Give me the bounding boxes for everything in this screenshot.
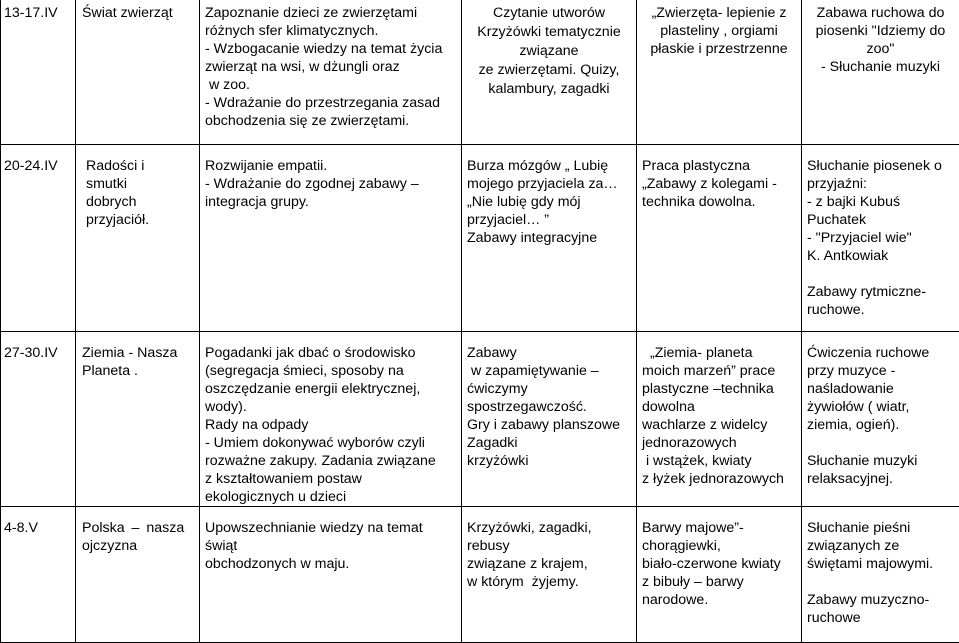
goal-line: - Wdrażanie do zgodnej zabawy – xyxy=(205,175,458,193)
date-cell xyxy=(1,145,76,332)
art-line: „Zabawy z kolegami - xyxy=(642,175,798,193)
music-line: - "Przyjaciel wie" xyxy=(807,229,956,247)
goal-line: obchodzonych w maju. xyxy=(205,555,458,573)
activity-line: Zagadki xyxy=(467,434,633,452)
music-line: żywiołów ( wiatr, xyxy=(807,398,956,416)
music-cell xyxy=(802,332,959,507)
date-cell xyxy=(1,0,76,145)
activity-line: krzyżówki xyxy=(467,452,633,470)
goal-line: - Wdrażanie do przestrzegania zasad xyxy=(205,94,458,112)
activity-line: Gry i zabawy planszowe xyxy=(467,416,633,434)
goal-line: Zapoznanie dzieci ze zwierzętami xyxy=(205,4,458,22)
date-text: 20-24.IV xyxy=(4,157,72,175)
goals-cell xyxy=(200,332,462,507)
art-line: narodowe. xyxy=(642,591,798,609)
activities-cell xyxy=(462,0,637,145)
music-line: związanych ze xyxy=(807,537,956,555)
activity-line: w zapamiętywanie – xyxy=(467,362,633,380)
topic-cell xyxy=(76,332,200,507)
goal-line: z kształtowaniem postaw xyxy=(205,470,458,488)
music-line: zoo" xyxy=(805,40,956,58)
table-row xyxy=(1,507,959,643)
activity-line: w którym żyjemy. xyxy=(467,573,633,591)
date-text: 13-17.IV xyxy=(4,4,72,22)
activity-line: mojego przyjaciela za… xyxy=(467,175,633,193)
goal-line: Rozwijanie empatii. xyxy=(205,157,458,175)
music-line: Ćwiczenia ruchowe xyxy=(807,344,956,362)
goal-line: Rady na odpady xyxy=(205,416,458,434)
art-line: „Zwierzęta- lepienie z xyxy=(640,4,798,22)
date-text: 27-30.IV xyxy=(4,344,72,362)
activity-line: kalambury, zagadki xyxy=(465,80,633,99)
art-line: plasteliny , orgiami xyxy=(640,22,798,40)
art-cell xyxy=(637,0,802,145)
music-line: K. Antkowiak xyxy=(807,247,956,265)
music-line: ruchowe. xyxy=(807,301,956,319)
art-line: dowolna xyxy=(642,398,798,416)
art-line: płaskie i przestrzenne xyxy=(640,40,798,58)
activity-line: przyjaciel… ” xyxy=(467,211,633,229)
topic-line: dobrych xyxy=(86,193,196,211)
music-line: Słuchanie muzyki xyxy=(807,452,956,470)
topic-cell xyxy=(76,145,200,332)
music-line: Puchatek xyxy=(807,211,956,229)
activity-line: Krzyżówki, zagadki, xyxy=(467,519,633,537)
music-line: przyjaźni: xyxy=(807,175,956,193)
art-cell xyxy=(637,332,802,507)
music-line: piosenki "Idziemy do xyxy=(805,22,956,40)
topic-line: Polska – nasza xyxy=(82,519,196,537)
art-line: i wstążek, kwiaty xyxy=(642,452,798,470)
table-row xyxy=(1,332,959,507)
activity-line: rebusy xyxy=(467,537,633,555)
goals-cell xyxy=(200,145,462,332)
art-line: plastyczne –technika xyxy=(642,380,798,398)
goal-line: - Umiem dokonywać wyborów czyli xyxy=(205,434,458,452)
art-line: Praca plastyczna xyxy=(642,157,798,175)
activity-line: Zabawy xyxy=(467,344,633,362)
goals-cell xyxy=(200,507,462,643)
goals-cell xyxy=(200,0,462,145)
activity-line: ćwiczymy xyxy=(467,380,633,398)
goal-line: wody). xyxy=(205,398,458,416)
goal-line: obchodzenia się ze zwierzętami. xyxy=(205,112,458,130)
spacer xyxy=(807,434,956,452)
music-line: - Słuchanie muzyki xyxy=(805,58,956,76)
activity-line: związane z krajem, xyxy=(467,555,633,573)
music-line: Zabawa ruchowa do xyxy=(805,4,956,22)
goal-line: w zoo. xyxy=(205,76,458,94)
topic-line: ojczyzna xyxy=(82,537,196,555)
goal-line: Pogadanki jak dbać o środowisko xyxy=(205,344,458,362)
topic-line: Ziemia - Nasza xyxy=(82,344,196,362)
spacer xyxy=(807,265,956,283)
goal-line: ekologicznych u dzieci xyxy=(205,488,458,506)
goal-line: świąt xyxy=(205,537,458,555)
art-line: wachlarze z widelcy xyxy=(642,416,798,434)
activity-line: Zabawy integracyjne xyxy=(467,229,633,247)
goal-line: integracja grupy. xyxy=(205,193,458,211)
date-text: 4-8.V xyxy=(4,519,72,537)
art-line: biało-czerwone kwiaty xyxy=(642,555,798,573)
topic-cell xyxy=(76,507,200,643)
topic-cell xyxy=(76,0,200,145)
date-cell xyxy=(1,507,76,643)
goal-line: oszczędzanie energii elektrycznej, xyxy=(205,380,458,398)
topic-line: Radości i xyxy=(86,157,196,175)
art-line: technika dowolna. xyxy=(642,193,798,211)
music-line: przy muzyce - xyxy=(807,362,956,380)
music-cell xyxy=(802,145,959,332)
activity-line: spostrzegawczość. xyxy=(467,398,633,416)
activity-line: ze zwierzętami. Quizy, xyxy=(465,61,633,80)
art-cell xyxy=(637,507,802,643)
activity-line: Burza mózgów „ Lubię xyxy=(467,157,633,175)
music-line: ruchowe xyxy=(807,609,956,627)
activity-line: związane xyxy=(465,42,633,61)
goal-line: zwierząt na wsi, w dżungli oraz xyxy=(205,58,458,76)
music-line: Zabawy rytmiczne- xyxy=(807,283,956,301)
music-line: świętami majowymi. xyxy=(807,555,956,573)
topic-text: Świat zwierząt xyxy=(82,4,196,22)
table-row xyxy=(1,0,959,145)
music-line: naśladowanie xyxy=(807,380,956,398)
goal-line: - Wzbogacanie wiedzy na temat życia xyxy=(205,40,458,58)
music-line: Słuchanie pieśni xyxy=(807,519,956,537)
music-line: Słuchanie piosenek o xyxy=(807,157,956,175)
goal-line: (segregacja śmieci, sposoby na xyxy=(205,362,458,380)
activities-cell xyxy=(462,332,637,507)
activities-cell xyxy=(462,145,637,332)
art-line: jednorazowych xyxy=(642,434,798,452)
art-cell xyxy=(637,145,802,332)
topic-line: smutki xyxy=(86,175,196,193)
goal-line: różnych sfer klimatycznych. xyxy=(205,22,458,40)
spacer xyxy=(807,573,956,591)
music-cell xyxy=(802,0,959,145)
goal-line: Upowszechnianie wiedzy na temat xyxy=(205,519,458,537)
table-row xyxy=(1,145,959,332)
activities-cell xyxy=(462,507,637,643)
goal-line: rozważne zakupy. Zadania związane xyxy=(205,452,458,470)
music-line: relaksacyjnej. xyxy=(807,470,956,488)
music-line: - z bajki Kubuś xyxy=(807,193,956,211)
music-line: ziemia, ogień). xyxy=(807,416,956,434)
topic-line: Planeta . xyxy=(82,362,196,380)
art-line: „Ziemia- planeta xyxy=(642,344,798,362)
activity-line: Czytanie utworów xyxy=(465,4,633,23)
topic-line: przyjaciół. xyxy=(86,211,196,229)
activity-line: Krzyżówki tematycznie xyxy=(465,23,633,42)
art-line: z łyżek jednorazowych xyxy=(642,470,798,488)
activity-line: „Nie lubię gdy mój xyxy=(467,193,633,211)
music-line: Zabawy muzyczno- xyxy=(807,591,956,609)
art-line: chorągiewki, xyxy=(642,537,798,555)
art-line: Barwy majowe”- xyxy=(642,519,798,537)
music-cell xyxy=(802,507,959,643)
date-cell xyxy=(1,332,76,507)
art-line: z bibuły – barwy xyxy=(642,573,798,591)
art-line: moich marzeń” prace xyxy=(642,362,798,380)
